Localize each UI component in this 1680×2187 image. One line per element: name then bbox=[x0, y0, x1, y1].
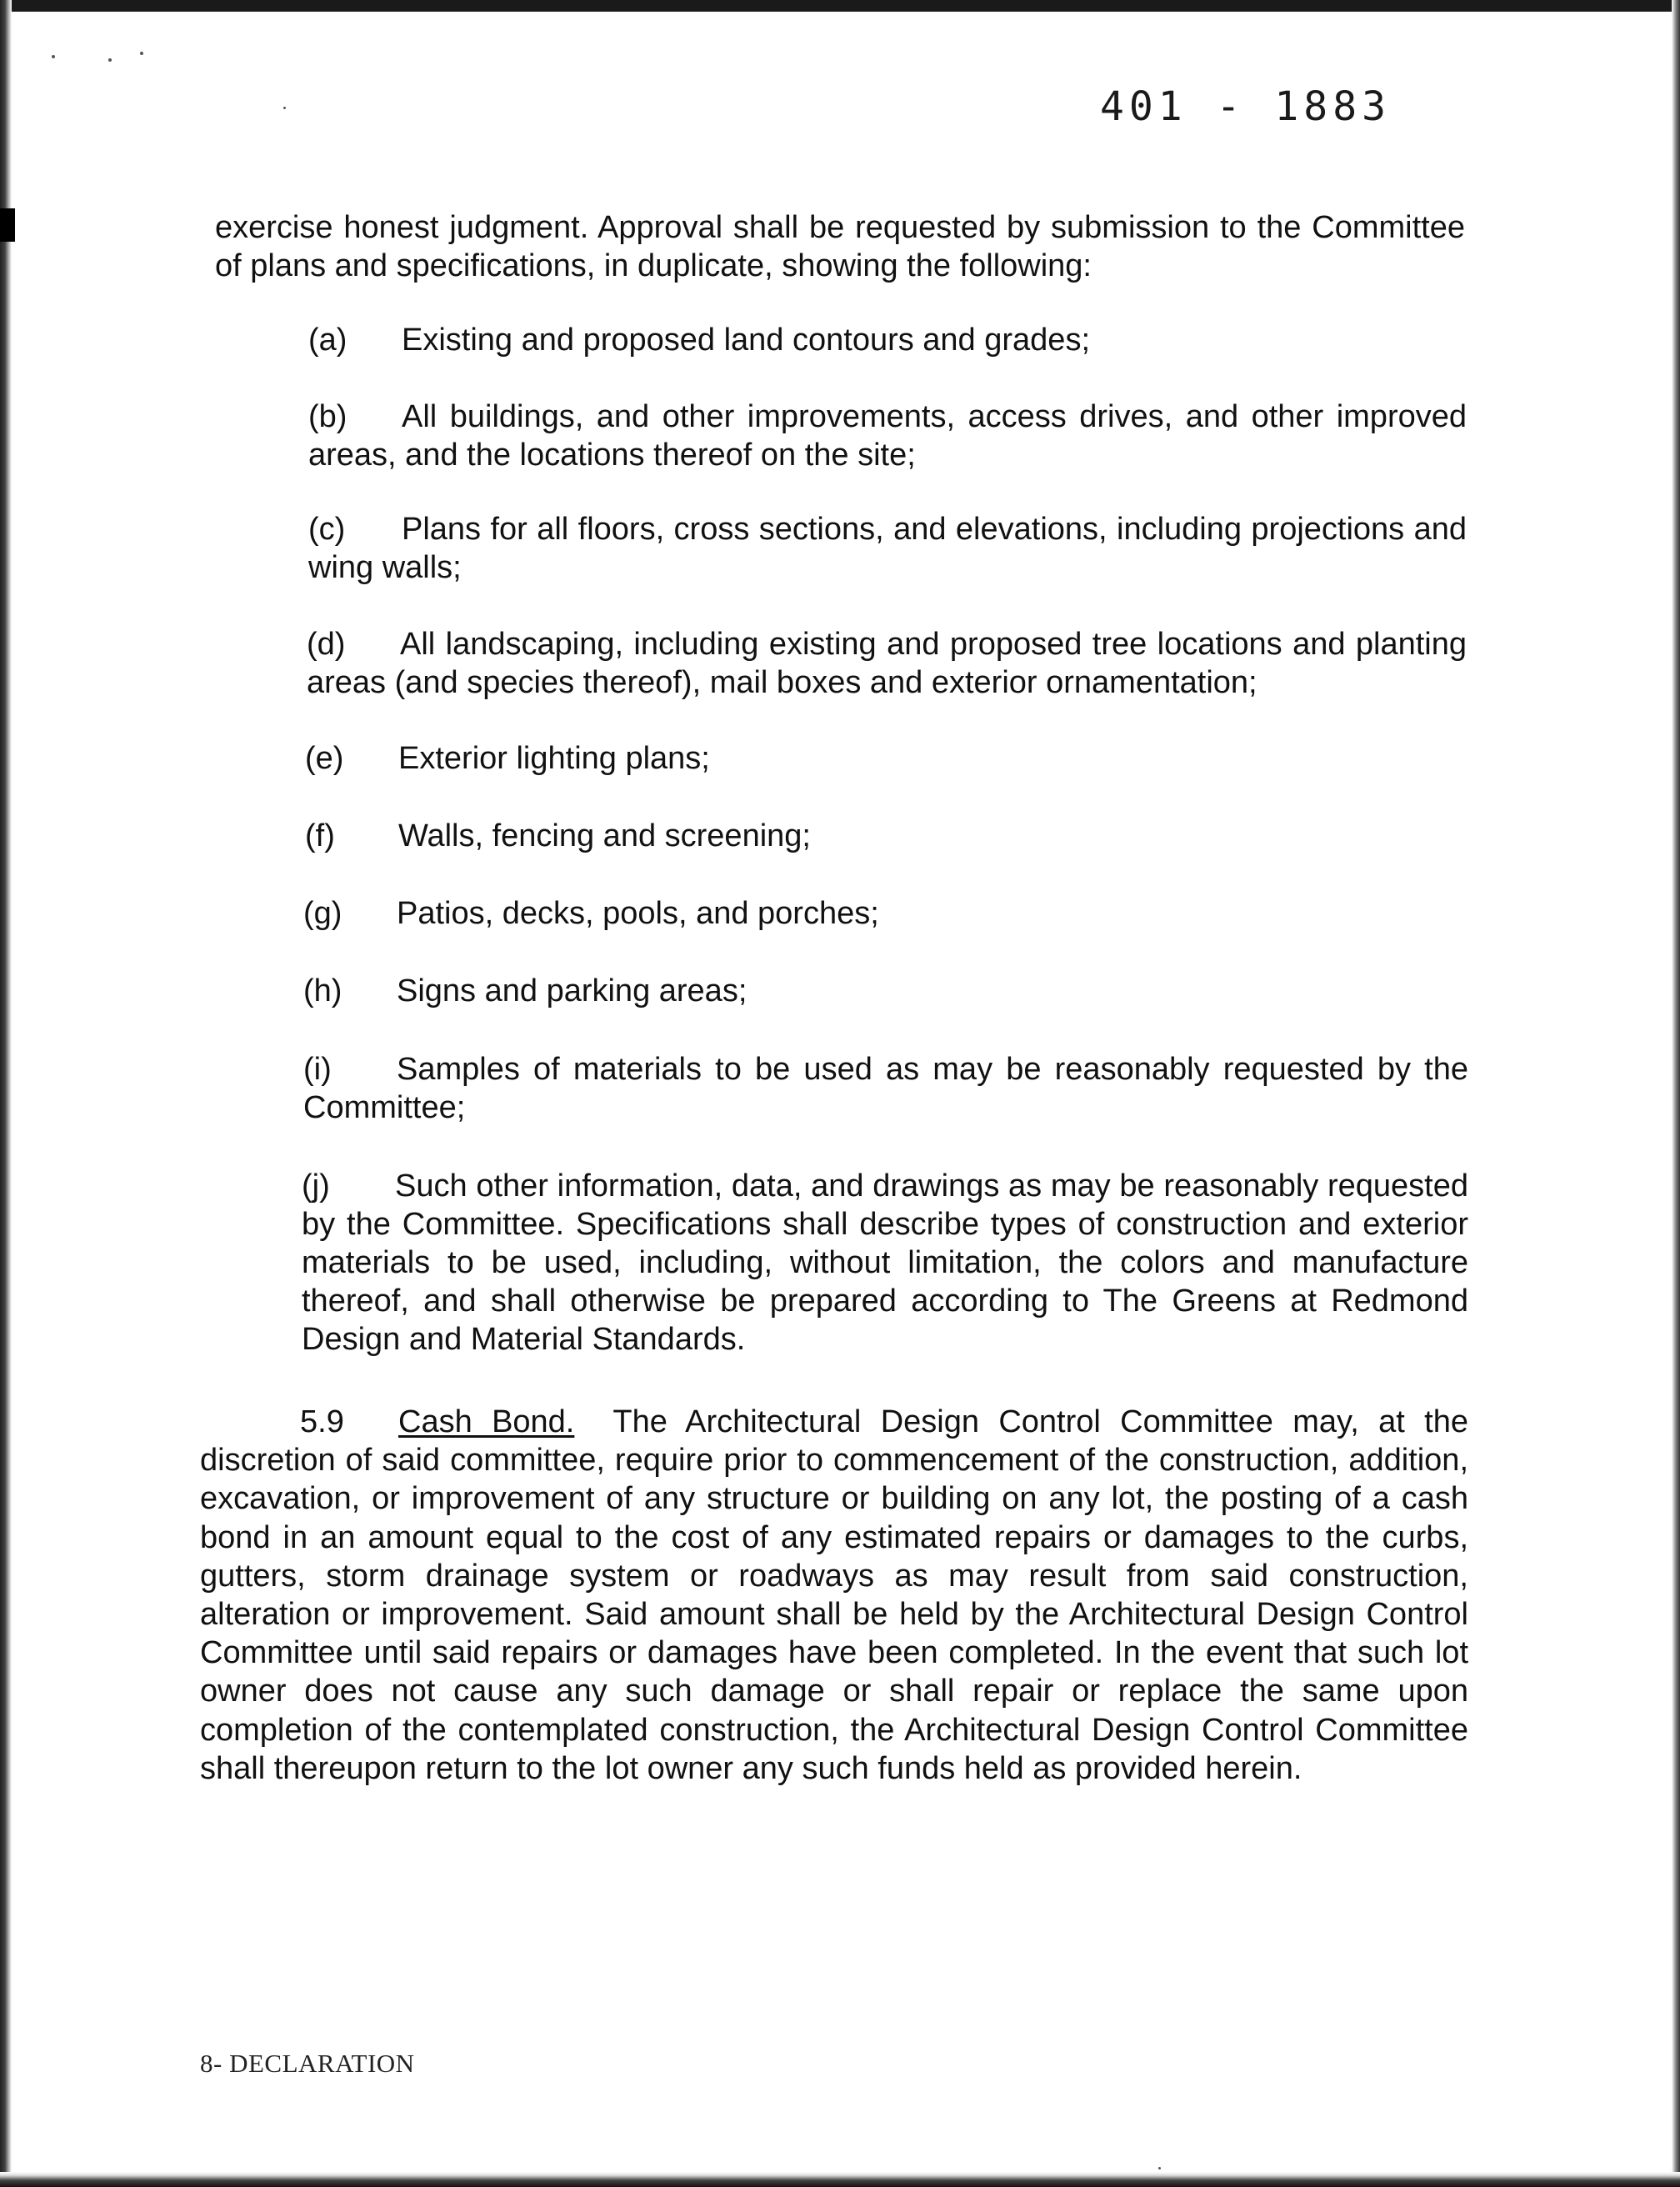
list-item-text: All buildings, and other improvements, access drives, and other improved areas, and the locations thereof on the site; bbox=[308, 399, 1467, 473]
list-item-text: All landscaping, including existing and proposed tree locations and planting areas (and species thereof), mail boxes and exterior ornamentation; bbox=[307, 627, 1467, 700]
list-item bbox=[308, 398, 1467, 474]
list-item bbox=[303, 894, 1467, 933]
list-item bbox=[307, 625, 1467, 702]
list-item bbox=[303, 972, 1467, 1010]
list-item-label: (i) bbox=[303, 1052, 332, 1087]
section-cash-bond bbox=[200, 1403, 1468, 1788]
list-item-text: Exterior lighting plans; bbox=[398, 741, 710, 776]
intro-paragraph: exercise honest judgment. Approval shall be requested by submission to the Committee of plans and specifications, in duplicate, showing the following: bbox=[215, 210, 1465, 283]
scan-edge-bottom bbox=[0, 2172, 1680, 2187]
footer-page-label: 8- DECLARATION bbox=[200, 2049, 415, 2078]
list-item-text: Plans for all floors, cross sections, and elevations, including projections and wing walls; bbox=[308, 512, 1467, 585]
list-item-label: (e) bbox=[305, 741, 344, 776]
scan-speck bbox=[283, 107, 286, 109]
scan-speck bbox=[140, 52, 143, 55]
scan-speck bbox=[1158, 2167, 1161, 2169]
list-item-label: (g) bbox=[303, 896, 342, 931]
list-item-label: (d) bbox=[307, 627, 346, 662]
list-item-label: (h) bbox=[303, 973, 342, 1008]
section-title: Cash Bond. bbox=[398, 1404, 575, 1439]
list-item bbox=[303, 1050, 1468, 1127]
list-item-label: (b) bbox=[308, 399, 348, 434]
list-item-label: (j) bbox=[302, 1169, 330, 1204]
list-item bbox=[305, 817, 1467, 855]
list-item-text: Signs and parking areas; bbox=[397, 973, 748, 1008]
list-item bbox=[302, 1167, 1468, 1359]
list-item bbox=[308, 510, 1467, 587]
scan-edge-left-mark bbox=[0, 208, 15, 242]
list-item bbox=[305, 739, 1467, 778]
list-item-text: Patios, decks, pools, and porches; bbox=[397, 896, 879, 931]
scan-edge-top bbox=[0, 0, 1680, 12]
section-body: The Architectural Design Control Committee may, at the discretion of said committee, require prior to commencement of the construction, addition, excavation, or improvement of any structure or building on any lot, the posting of a cash bond in an amount equal to the cost of any estimated repairs or damages to the curbs, gutters, storm drainage system or roadways as may result from said construction, alteration or improvement. Said amount shall be held by the Architectural Design Control Committee until said repairs or damages have been completed. In the event that such lot owner does not cause any such damage or shall repair or replace the same upon completion of the contemplated construction, the Architectural Design Control Committee shall thereupon return to the lot owner any such funds held as provided herein. bbox=[200, 1404, 1468, 1786]
scan-speck bbox=[108, 58, 112, 62]
list-item bbox=[308, 321, 1467, 359]
list-item-label: (f) bbox=[305, 818, 335, 853]
list-item-text: Samples of materials to be used as may be reasonably requested by the Committee; bbox=[303, 1052, 1468, 1125]
list-item-text: Such other information, data, and drawings as may be reasonably requested by the Committee. Specifications shall describe types of construction and exterior materials to be used, including, without limitation, the colors and manufacture thereof, and shall otherwise be prepared according to The Greens at Redmond Design and Material Standards. bbox=[302, 1169, 1468, 1357]
document-number: 401 - 1883 bbox=[1100, 83, 1391, 130]
list-item-label: (c) bbox=[308, 512, 346, 547]
section-number: 5.9 bbox=[300, 1404, 344, 1439]
scan-speck bbox=[52, 55, 55, 58]
scan-edge-right bbox=[1672, 0, 1680, 2187]
scan-edge-left bbox=[0, 0, 12, 2187]
list-item-text: Walls, fencing and screening; bbox=[398, 818, 811, 853]
list-item-label: (a) bbox=[308, 323, 348, 358]
list-item-text: Existing and proposed land contours and grades; bbox=[402, 323, 1090, 358]
